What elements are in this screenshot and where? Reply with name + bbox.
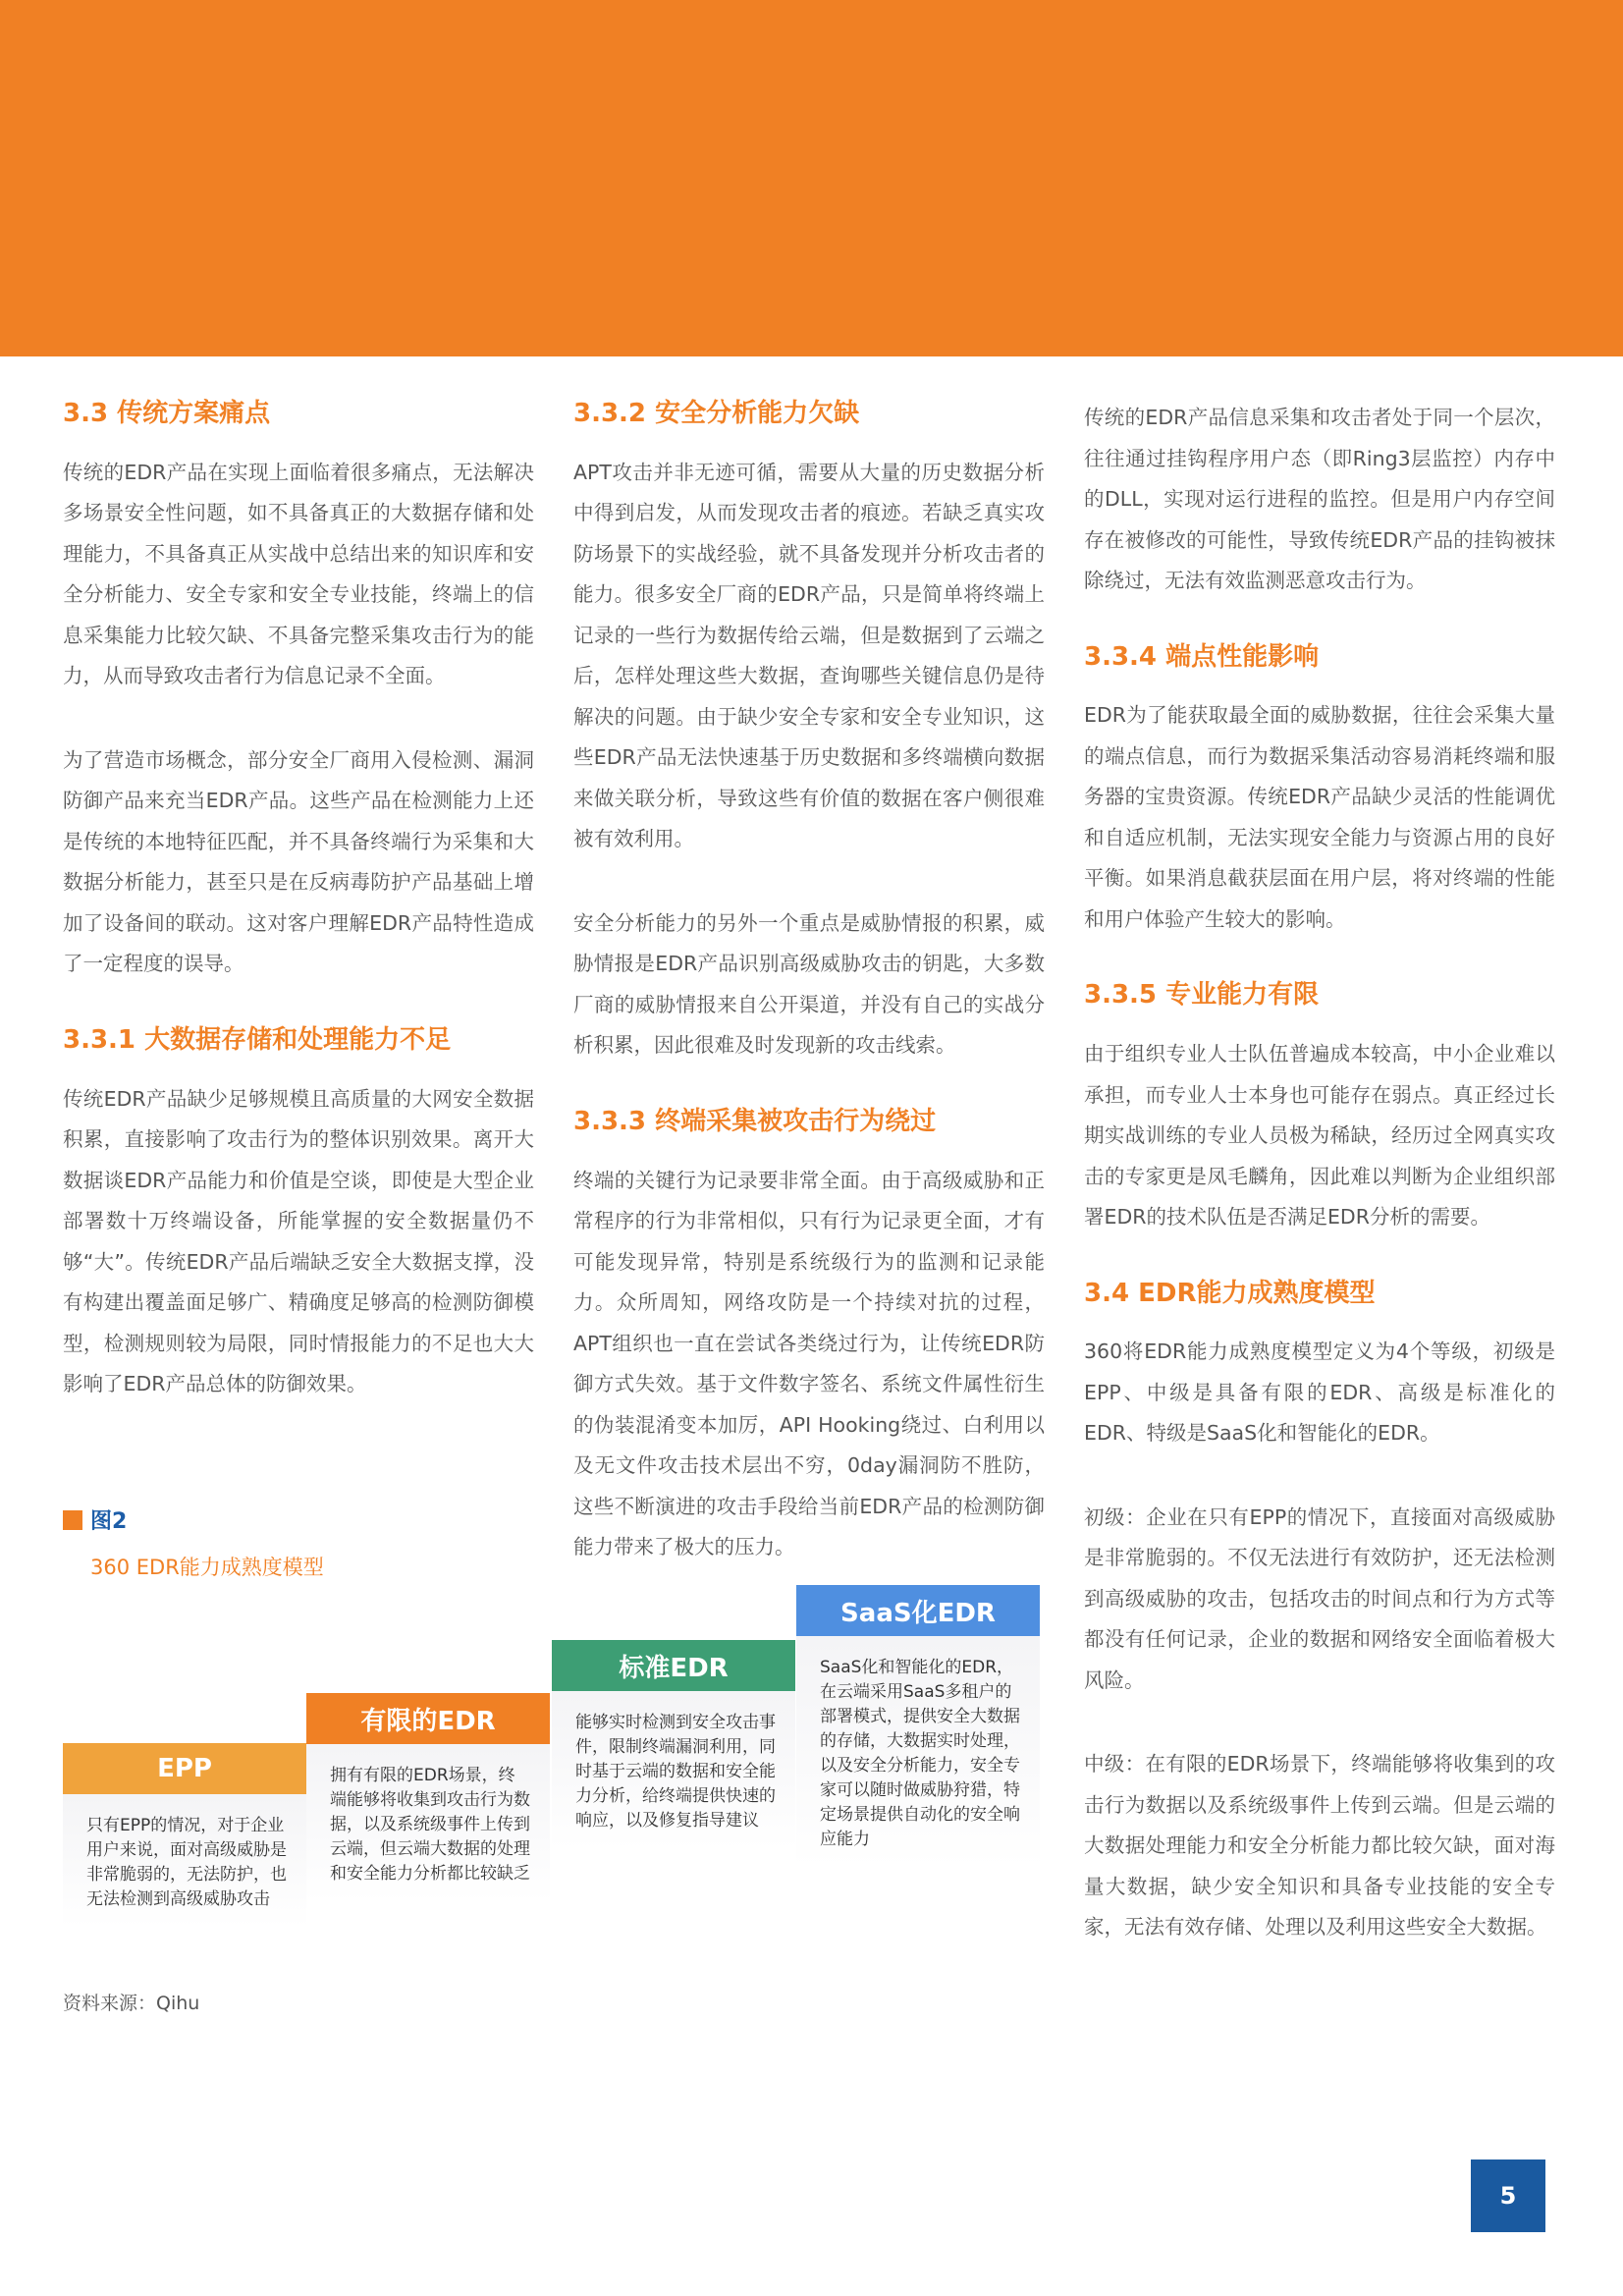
paragraph: 传统的EDR产品信息采集和攻击者处于同一个层次，往往通过挂钩程序用户态（即Ring3层监控）内存中的DLL，实现对运行进程的监控。但是用户内存空间存在被修改的可能性，导致传统EDR产品的挂钩被抹除绕过，无法有效监测恶意攻击行为。: [1084, 406, 1555, 592]
maturity-step-standard-edr: [552, 1640, 795, 1849]
heading-3-3-2: 3.3.2 安全分析能力欠缺: [573, 399, 860, 428]
step-description: 拥有有限的EDR场景，终端能够将收集到攻击行为数据，以及系统级事件上传到云端，但云端大数据的处理和安全能力分析都比较缺乏: [306, 1744, 550, 1902]
maturity-step-epp: [63, 1743, 306, 1928]
step-title: SaaS化EDR: [796, 1585, 1040, 1636]
heading-3-3-4: 3.3.4 端点性能影响: [1084, 641, 1320, 672]
paragraph: 由于组织专业人士队伍普遍成本较高，中小企业难以承担，而专业人士本身也可能存在弱点。真正经过长期实战训练的专业人员极为稀缺，经历过全网真实攻击的专家更是凤毛麟角，因此难以判断为企业组织部署EDR的技术队伍是否满足EDR分析的需要。: [1084, 1042, 1555, 1230]
maturity-step-limited-edr: [306, 1693, 550, 1902]
paragraph: 终端的关键行为记录要非常全面。由于高级威胁和正常程序的行为非常相似，只有行为记录更全面，才有可能发现异常，特别是系统级行为的监测和记录能力。众所周知，网络攻防是一个持续对抗的过程，APT组织也一直在尝试各类绕过行为，让传统EDR防御方式失效。基于文件数字签名、系统文件属性衍生的伪装混淆变本加厉，API Hooking绕过、白利用以及无文件攻击技术层出不穷，0day漏洞防不胜防，这些不断演进的攻击手段给当前EDR产品的检测防御能力带来了极大的压力。: [573, 1168, 1045, 1559]
header-band: [0, 0, 1623, 356]
step-description: SaaS化和智能化的EDR，在云端采用SaaS多租户的部署模式，提供安全大数据的存储，大数据实时处理，以及安全分析能力，安全专家可以随时做威胁狩猎，特定场景提供自动化的安全响应能力: [796, 1636, 1040, 1868]
paragraph: 安全分析能力的另外一个重点是威胁情报的积累，威胁情报是EDR产品识别高级威胁攻击的钥匙，大多数厂商的威胁情报来自公开渠道，并没有自己的实战分析积累，因此很难及时发现新的攻击线索。: [573, 910, 1045, 1058]
heading-3-4: 3.4 EDR能力成熟度模型: [1084, 1278, 1376, 1308]
paragraph: 为了营造市场概念，部分安全厂商用入侵检测、漏洞防御产品来充当EDR产品。这些产品在检测能力上还是传统的本地特征匹配，并不具备终端行为采集和大数据分析能力，甚至只是在反病毒防护产品基础上增加了设备间的联动。这对客户理解EDR产品特性造成了一定程度的误导。: [63, 747, 534, 976]
figure-subtitle: 360 EDR能力成熟度模型: [90, 1556, 324, 1579]
paragraph: 传统的EDR产品在实现上面临着很多痛点，无法解决多场景安全性问题，如不具备真正的大数据存储和处理能力，不具备真正从实战中总结出来的知识库和安全分析能力、安全专家和安全专业技能，终端上的信息采集能力比较欠缺、不具备完整采集攻击行为的能力，从而导致攻击者行为信息记录不全面。: [63, 460, 534, 688]
step-title: EPP: [63, 1743, 306, 1794]
column-left: [63, 398, 534, 1405]
step-title: 标准EDR: [552, 1640, 795, 1691]
paragraph: 360将EDR能力成熟度模型定义为4个等级，初级是EPP、中级是具备有限的EDR、高级是标准化的EDR、特级是SaaS化和智能化的EDR。: [1084, 1339, 1555, 1446]
figure-source: 资料来源：Qihu: [63, 1993, 200, 2014]
maturity-step-saas-edr: [796, 1585, 1040, 1868]
heading-3-3-1: 3.3.1 大数据存储和处理能力不足: [63, 1024, 452, 1055]
paragraph: 初级：企业在只有EPP的情况下，直接面对高级威胁是非常脆弱的。不仅无法进行有效防护，还无法检测到高级威胁的攻击，包括攻击的时间点和行为方式等都没有任何记录，企业的数据和网络安全面临着极大风险。: [1084, 1504, 1555, 1692]
paragraph: 中级：在有限的EDR场景下，终端能够将收集到的攻击行为数据以及系统级事件上传到云端。但是云端的大数据处理能力和安全分析能力都比较欠缺，面对海量大数据，缺少安全知识和具备专业技能的安全专家，无法有效存储、处理以及利用这些安全大数据。: [1084, 1752, 1555, 1940]
heading-3-3: 3.3 传统方案痛点: [63, 399, 271, 428]
figure-label-text: 图2: [90, 1509, 128, 1534]
step-description: 能够实时检测到安全攻击事件，限制终端漏洞利用，同时基于云端的数据和安全能力分析，给终端提供快速的响应，以及修复指导建议: [552, 1691, 795, 1849]
heading-3-3-3: 3.3.3 终端采集被攻击行为绕过: [573, 1106, 937, 1136]
step-description: 只有EPP的情况，对于企业用户来说，面对高级威胁是非常脆弱的，无法防护，也无法检测到高级威胁攻击: [63, 1794, 306, 1928]
column-right: [1084, 398, 1555, 1948]
step-title: 有限的EDR: [306, 1693, 550, 1744]
page-number: 5: [1471, 2159, 1545, 2232]
heading-3-3-5: 3.3.5 专业能力有限: [1084, 980, 1320, 1011]
paragraph: APT攻击并非无迹可循，需要从大量的历史数据分析中得到启发，从而发现攻击者的痕迹。若缺乏真实攻防场景下的实战经验，就不具备发现并分析攻击者的能力。很多安全厂商的EDR产品，只是简单将终端上记录的一些行为数据传给云端，但是数据到了云端之后，怎样处理这些大数据，查询哪些关键信息仍是待解决的问题。由于缺少安全专家和安全专业知识，这些EDR产品无法快速基于历史数据和多终端横向数据来做关联分析，导致这些有价值的数据在客户侧很难被有效利用。: [573, 460, 1045, 851]
column-middle: [573, 398, 1045, 1568]
paragraph: EDR为了能获取最全面的威胁数据，往往会采集大量的端点信息，而行为数据采集活动容易消耗终端和服务器的宝贵资源。传统EDR产品缺少灵活的性能调优和自适应机制，无法实现安全能力与资源占用的良好平衡。如果消息截获层面在用户层，将对终端的性能和用户体验产生较大的影响。: [1084, 703, 1555, 931]
square-icon: [63, 1510, 82, 1530]
paragraph: 传统EDR产品缺少足够规模且高质量的大网安全数据积累，直接影响了攻击行为的整体识别效果。离开大数据谈EDR产品能力和价值是空谈，即使是大型企业部署数十万终端设备，所能掌握的安全数据量仍不够“大”。传统EDR产品后端缺乏安全大数据支撑，没有构建出覆盖面足够广、精确度足够高的检测防御模型，检测规则较为局限，同时情报能力的不足也大大影响了EDR产品总体的防御效果。: [63, 1086, 534, 1396]
figure-label: [63, 1504, 127, 1535]
